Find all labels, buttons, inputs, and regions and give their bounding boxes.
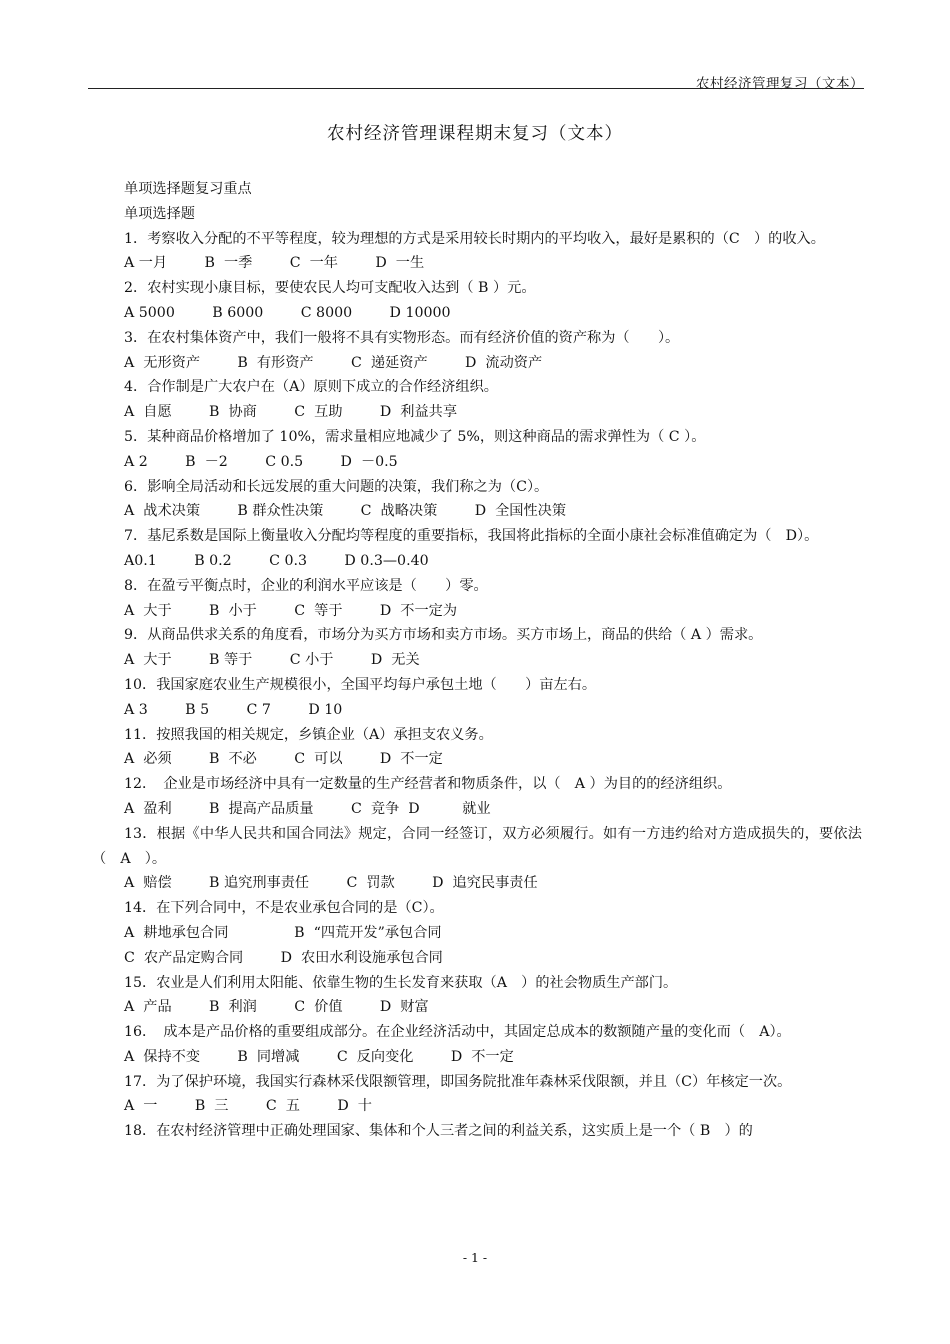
question-list bbox=[92, 227, 862, 1144]
question-options: A 5000 B 6000 C 8000 D 10000 bbox=[124, 304, 451, 321]
question-text: 18．在农村经济管理中正确处理国家、集体和个人三者之间的利益关系，这实质上是一个（ B ）的 bbox=[124, 1123, 753, 1140]
question-text: 8．在盈亏平衡点时，企业的利润水平应该是（ ）零。 bbox=[124, 577, 488, 594]
question-options: A 赔偿 B 追究刑事责任 C 罚款 D 追究民事责任 bbox=[124, 875, 538, 892]
question-options: A 无形资产 B 有形资产 C 递延资产 D 流动资产 bbox=[124, 354, 543, 371]
question-text: 14．在下列合同中，不是农业承包合同的是（C）。 bbox=[124, 900, 444, 917]
question-text: 12． 企业是市场经济中具有一定数量的生产经营者和物质条件，以（ A ）为目的的经济组织。 bbox=[124, 776, 732, 793]
question-options: A 一月 B 一季 C 一年 D 一生 bbox=[124, 255, 425, 272]
question-text: 1．考察收入分配的不平等程度，较为理想的方式是采用较长时期内的平均收入，最好是累积的（C ）的收入。 bbox=[124, 230, 825, 247]
question-options: A 自愿 B 协商 C 互助 D 利益共享 bbox=[124, 404, 458, 421]
question-text: 17．为了保护环境，我国实行森林采伐限额管理，即国务院批准年森林采伐限额，并且（C）年核定一次。 bbox=[124, 1073, 792, 1090]
question-text: 9．从商品供求关系的角度看，市场分为买方市场和卖方市场。买方市场上，商品的供给（ A ）需求。 bbox=[124, 627, 763, 644]
question-text: 2．农村实现小康目标，要使农民人均可支配收入达到（ B ）元。 bbox=[124, 280, 536, 297]
question-text: 4．合作制是广大农户在（A）原则下成立的合作经济组织。 bbox=[124, 379, 498, 396]
question-options: A 战术决策 B 群众性决策 C 战略决策 D 全国性决策 bbox=[124, 503, 567, 520]
question-options: C 农产品定购合同 D 农田水利设施承包合同 bbox=[124, 949, 443, 966]
question-text: 10．我国家庭农业生产规模很小，全国平均每户承包土地（ ）亩左右。 bbox=[124, 676, 597, 693]
question-text: 3．在农村集体资产中，我们一般将不具有实物形态。而有经济价值的资产称为（ ）。 bbox=[124, 329, 680, 346]
question-options: A 产品 B 利润 C 价值 D 财富 bbox=[124, 999, 429, 1016]
question-text: 5．某种商品价格增加了 10%，需求量相应地减少了 5%，则这种商品的需求弹性为（ C ）。 bbox=[124, 428, 706, 445]
document-body bbox=[92, 177, 862, 1144]
question-options: A 大于 B 等于 C 小于 D 无关 bbox=[124, 652, 420, 669]
question-options: A0.1 B 0.2 C 0.3 D 0.3—0.40 bbox=[124, 552, 429, 569]
question-text: 6．影响全局活动和长远发展的重大问题的决策，我们称之为（C）。 bbox=[124, 478, 549, 495]
question-options: A 耕地承包合同 B “四荒开发”承包合同 bbox=[124, 924, 442, 941]
document-title: 农村经济管理课程期末复习（文本） bbox=[327, 124, 623, 144]
section-heading: 单项选择题复习重点 bbox=[124, 181, 252, 197]
header-rule bbox=[88, 88, 864, 89]
question-text: 13．根据《中华人民共和国合同法》规定，合同一经签订，双方必须履行。如有一方违约给对方造成损失的，要依法（ A ）。 bbox=[92, 825, 862, 867]
question-options: A 盈利 B 提高产品质量 C 竞争 D 就业 bbox=[124, 800, 491, 817]
question-options: A 3 B 5 C 7 D 10 bbox=[124, 701, 343, 718]
question-options: A 2 B －2 C 0.5 D －0.5 bbox=[124, 453, 398, 470]
question-options: A 大于 B 小于 C 等于 D 不一定为 bbox=[124, 602, 458, 619]
question-options: A 保持不变 B 同增减 C 反向变化 D 不一定 bbox=[124, 1048, 514, 1065]
running-header: 农村经济管理复习（文本） bbox=[696, 76, 864, 92]
section-heading: 单项选择题 bbox=[124, 205, 195, 222]
question-text: 11．按照我国的相关规定，乡镇企业（A）承担支农义务。 bbox=[124, 726, 493, 743]
question-text: 15．农业是人们利用太阳能、依靠生物的生长发育来获取（A ）的社会物质生产部门。 bbox=[124, 974, 678, 991]
question-text: 16． 成本是产品价格的重要组成部分。在企业经济活动中，其固定总成本的数额随产量的变化而（ A）。 bbox=[124, 1024, 791, 1041]
page-number: - 1 - bbox=[462, 1250, 488, 1265]
question-options: A 必须 B 不必 C 可以 D 不一定 bbox=[124, 751, 443, 768]
question-options: A 一 B 三 C 五 D 十 bbox=[124, 1098, 372, 1115]
question-text: 7．基尼系数是国际上衡量收入分配均等程度的重要指标，我国将此指标的全面小康社会标准值确定为（ D）。 bbox=[124, 528, 819, 545]
